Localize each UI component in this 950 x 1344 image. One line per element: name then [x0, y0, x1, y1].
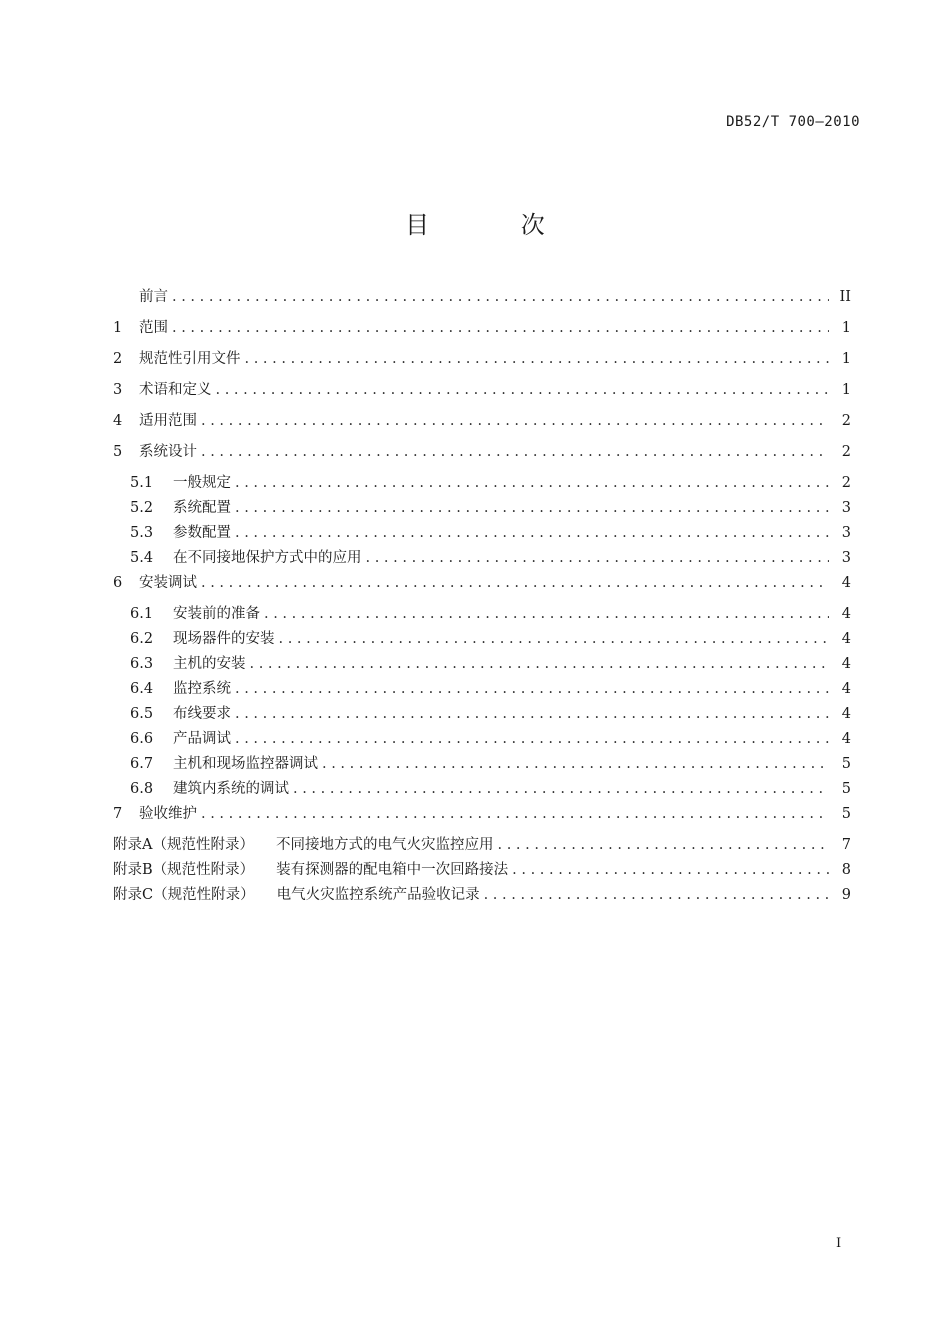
- toc-entry-page: 4: [841, 731, 851, 747]
- toc-entry[interactable]: [113, 652, 851, 677]
- toc-leader-dots: [216, 378, 830, 403]
- toc-entry-label: 适用范围: [139, 413, 197, 429]
- toc-leader-dots: [235, 677, 829, 702]
- toc-entry-number: 6.1: [130, 606, 154, 622]
- toc-entry[interactable]: [113, 409, 851, 440]
- toc-entry-number: 6: [113, 575, 123, 591]
- toc-entry[interactable]: [113, 858, 851, 883]
- toc-leader-dots: [235, 702, 829, 727]
- toc-entry-page: 4: [841, 706, 851, 722]
- toc-leader-dots: [201, 409, 829, 434]
- toc-entry-label: 电气火灾监控系统产品验收记录: [276, 887, 480, 903]
- toc-entry-number: 6.4: [130, 681, 154, 697]
- toc-entry-label: 参数配置: [173, 525, 231, 541]
- toc-entry-page: 2: [841, 475, 851, 491]
- toc-entry-label: 前言: [139, 289, 168, 305]
- toc-entry[interactable]: [113, 752, 851, 777]
- toc-entry-number: 5: [113, 444, 123, 460]
- toc-entry-page: 1: [841, 382, 851, 398]
- toc-leader-dots: [172, 285, 829, 310]
- toc-leader-dots: [322, 752, 829, 777]
- toc-entry-number: 6.5: [130, 706, 154, 722]
- toc-entry-page: 7: [841, 837, 851, 853]
- toc-entry-number: 5.2: [130, 500, 154, 516]
- toc-entry-number: 2: [113, 351, 123, 367]
- toc-entry-label: 术语和定义: [139, 382, 212, 398]
- toc-entry-label: 系统配置: [173, 500, 231, 516]
- toc-entry-page: 4: [841, 606, 851, 622]
- toc-entry-page: 3: [841, 525, 851, 541]
- toc-entry-page: 8: [841, 862, 851, 878]
- toc-entry-label: 验收维护: [139, 806, 197, 822]
- toc-entry-page: 2: [841, 444, 851, 460]
- toc-entry[interactable]: [113, 471, 851, 496]
- toc-entry[interactable]: [113, 378, 851, 409]
- toc-entry-label: 现场器件的安装: [173, 631, 275, 647]
- toc-entry-number: 附录B（规范性附录）: [113, 862, 255, 878]
- toc-entry[interactable]: [113, 833, 851, 858]
- toc-entry-label: 不同接地方式的电气火灾监控应用: [275, 837, 494, 853]
- toc-entry-number: 6.8: [130, 781, 154, 797]
- toc-entry-page: 5: [841, 806, 851, 822]
- toc-entry-number: 6.6: [130, 731, 154, 747]
- toc-entry-number: 4: [113, 413, 123, 429]
- toc-entry-label: 在不同接地保护方式中的应用: [173, 550, 362, 566]
- toc-leader-dots: [512, 858, 829, 883]
- toc-entry[interactable]: [113, 627, 851, 652]
- toc-leader-dots: [201, 571, 829, 596]
- toc-entry[interactable]: [113, 602, 851, 627]
- toc-entry-number: 6.3: [130, 656, 154, 672]
- toc-leader-dots: [235, 471, 829, 496]
- toc-entry[interactable]: [113, 546, 851, 571]
- toc-entry-label: 主机的安装: [173, 656, 246, 672]
- toc-entry[interactable]: [113, 727, 851, 752]
- toc-entry-page: 4: [841, 575, 851, 591]
- toc-entry[interactable]: [113, 571, 851, 602]
- toc-entry-label: 系统设计: [139, 444, 197, 460]
- toc-entry[interactable]: [113, 702, 851, 727]
- toc-entry-label: 监控系统: [173, 681, 231, 697]
- toc-leader-dots: [235, 727, 829, 752]
- toc-entry-label: 一般规定: [173, 475, 231, 491]
- toc-entry-number: 附录C（规范性附录）: [113, 887, 255, 903]
- toc-leader-dots: [293, 777, 829, 802]
- toc-entry[interactable]: [113, 521, 851, 546]
- toc-entry-number: 3: [113, 382, 123, 398]
- toc-leader-dots: [245, 347, 830, 372]
- toc-entry-number: 附录A（规范性附录）: [113, 837, 254, 853]
- toc-leader-dots: [366, 546, 830, 571]
- toc-leader-dots: [484, 883, 829, 908]
- toc-entry[interactable]: [113, 677, 851, 702]
- toc-leader-dots: [172, 316, 829, 341]
- document-id: DB52/T 700—2010: [726, 114, 860, 130]
- toc-entry-number: 5.4: [130, 550, 154, 566]
- toc-leader-dots: [264, 602, 829, 627]
- toc-entry-label: 安装前的准备: [173, 606, 260, 622]
- toc-entry[interactable]: [113, 285, 851, 316]
- toc-entry[interactable]: [113, 316, 851, 347]
- toc-entry-page: 4: [841, 681, 851, 697]
- toc-entry-page: 3: [841, 550, 851, 566]
- page-title: 目 次: [405, 211, 587, 239]
- toc-leader-dots: [235, 496, 829, 521]
- table-of-contents: [113, 285, 851, 908]
- toc-entry-page: 5: [841, 756, 851, 772]
- toc-entry-label: 范围: [139, 320, 168, 336]
- toc-entry-page: 3: [841, 500, 851, 516]
- toc-entry-label: 主机和现场监控器调试: [173, 756, 318, 772]
- toc-entry-page: 9: [841, 887, 851, 903]
- toc-entry-number: 5.3: [130, 525, 154, 541]
- toc-leader-dots: [279, 627, 830, 652]
- toc-entry-label: 产品调试: [173, 731, 231, 747]
- toc-entry-page: II: [839, 289, 851, 305]
- toc-entry-label: 安装调试: [139, 575, 197, 591]
- toc-leader-dots: [201, 440, 829, 465]
- toc-entry-page: 2: [841, 413, 851, 429]
- page-number: I: [836, 1236, 842, 1251]
- toc-entry-number: 1: [113, 320, 123, 336]
- toc-entry-number: 7: [113, 806, 123, 822]
- toc-leader-dots: [250, 652, 830, 677]
- toc-entry[interactable]: [113, 347, 851, 378]
- toc-leader-dots: [201, 802, 829, 827]
- toc-entry-number: 6.7: [130, 756, 154, 772]
- toc-entry-label: 规范性引用文件: [139, 351, 241, 367]
- toc-entry-number: 5.1: [130, 475, 154, 491]
- toc-entry-page: 5: [841, 781, 851, 797]
- toc-entry-number: 6.2: [130, 631, 154, 647]
- toc-entry-page: 1: [841, 320, 851, 336]
- toc-entry-label: 建筑内系统的调试: [173, 781, 289, 797]
- toc-entry[interactable]: [113, 802, 851, 833]
- toc-entry-page: 4: [841, 631, 851, 647]
- toc-entry-label: 布线要求: [173, 706, 231, 722]
- toc-entry-page: 1: [841, 351, 851, 367]
- toc-entry[interactable]: [113, 883, 851, 908]
- toc-entry[interactable]: [113, 440, 851, 471]
- toc-entry-label: 装有探测器的配电箱中一次回路接法: [276, 862, 509, 878]
- toc-leader-dots: [235, 521, 829, 546]
- toc-entry[interactable]: [113, 496, 851, 521]
- toc-leader-dots: [497, 833, 829, 858]
- toc-entry[interactable]: [113, 777, 851, 802]
- toc-entry-page: 4: [841, 656, 851, 672]
